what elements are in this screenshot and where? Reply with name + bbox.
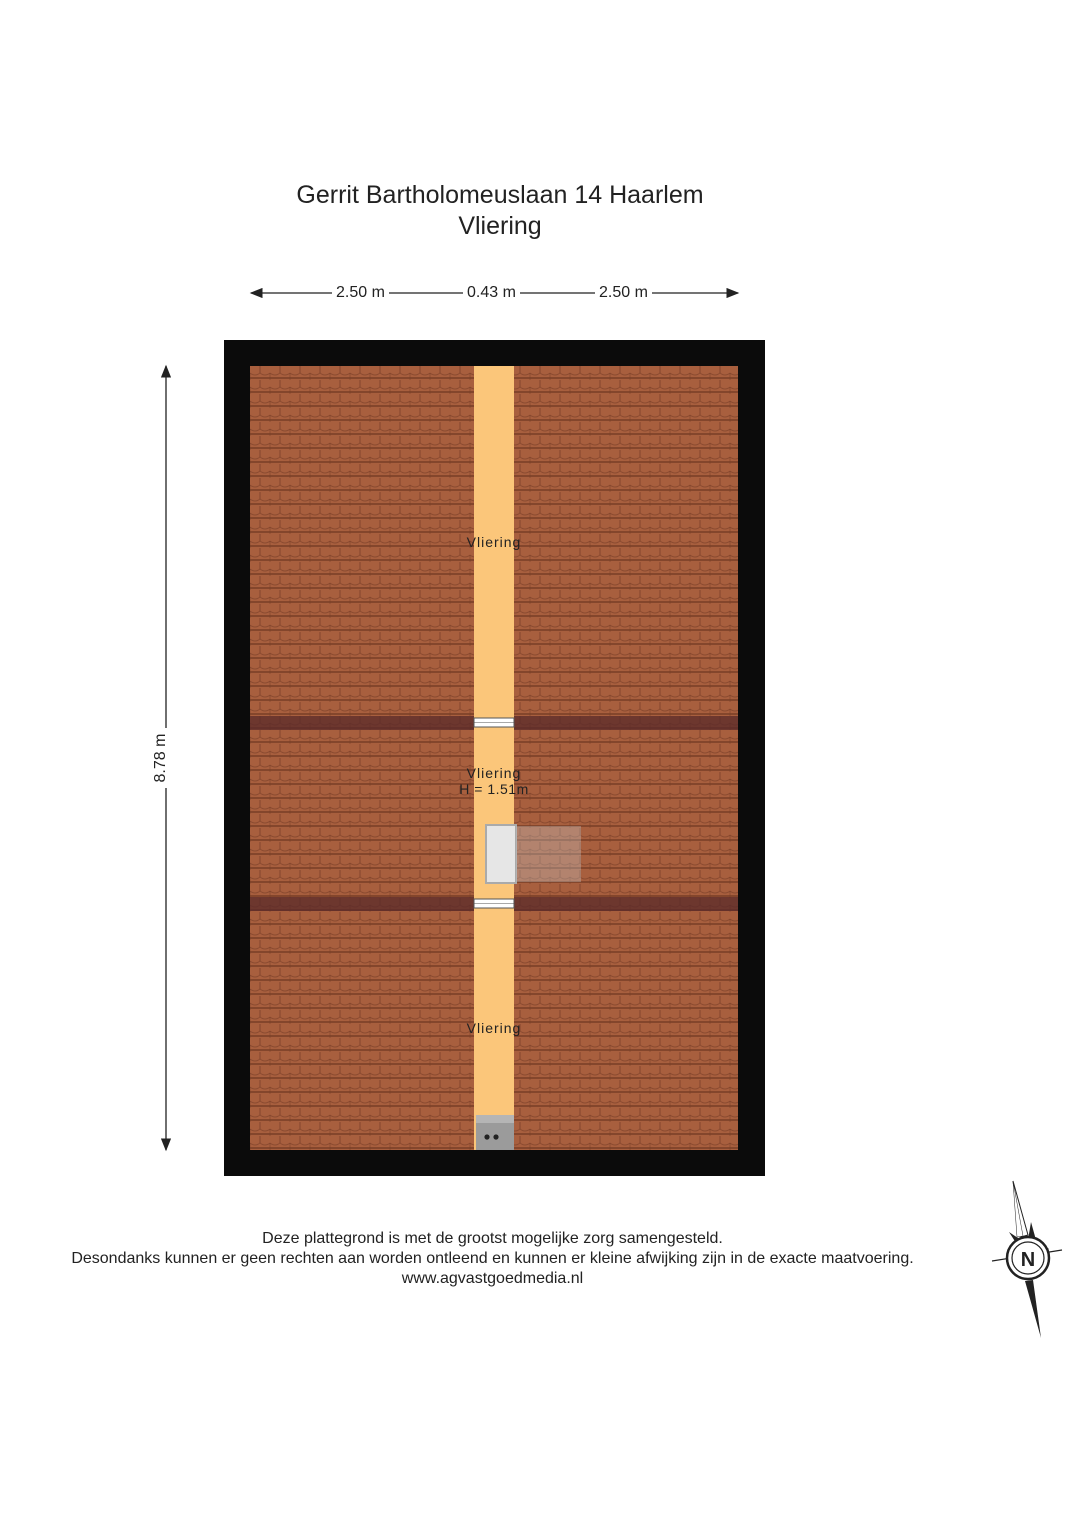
room-height-middle: H = 1.51m (459, 781, 529, 797)
disclaimer-line-1: Deze plattegrond is met de grootst mogelijke zorg samengesteld. (262, 1230, 723, 1247)
attic-hatch-shadow (516, 826, 581, 882)
height-label: 8.78 m (152, 728, 170, 788)
address-title: Gerrit Bartholomeuslaan 14 Haarlem (296, 181, 704, 209)
room-label-bottom: Vliering (466, 1020, 522, 1036)
north-compass-icon (992, 1181, 1062, 1338)
room-label-middle: Vliering (466, 765, 522, 781)
website-link[interactable]: www.agvastgoedmedia.nl (401, 1270, 584, 1287)
width-middle-label: 0.43 m (463, 284, 520, 302)
attic-hatch (486, 825, 516, 883)
compass-north-label: N (1020, 1249, 1036, 1271)
room-label-top: Vliering (466, 534, 522, 550)
width-left-label: 2.50 m (332, 284, 389, 302)
floor-title: Vliering (458, 212, 542, 240)
width-right-label: 2.50 m (595, 284, 652, 302)
disclaimer-line-2: Desondanks kunnen er geen rechten aan worden ontleend en kunnen er kleine afwijking zijn in de exacte maatvoering. (71, 1250, 914, 1267)
